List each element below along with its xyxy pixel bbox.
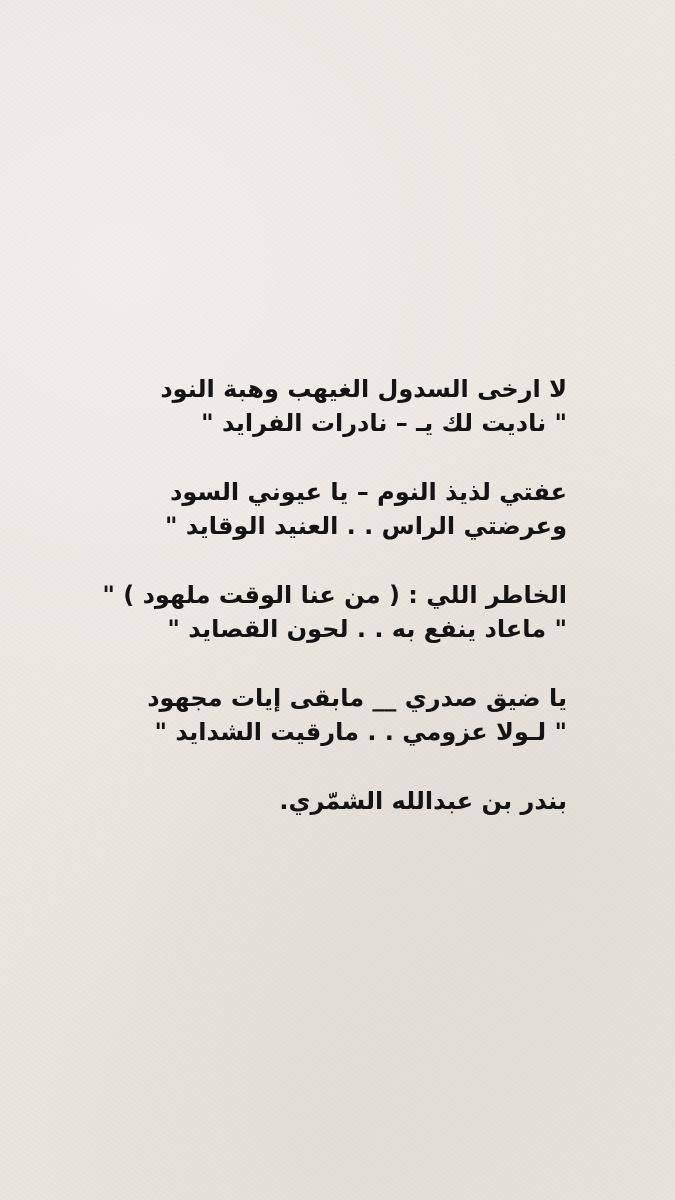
poem-text xyxy=(97,372,567,818)
poem-line: " ماعاد ينفع به . . لحون القصايد " xyxy=(167,615,567,643)
poet-signature: بندر بن عبدالله الشمّري. xyxy=(279,787,567,815)
poem-line: " ناديت لك يـ – نادرات الفرايد " xyxy=(201,409,567,437)
stanza-3 xyxy=(97,578,567,646)
stanza-1 xyxy=(97,372,567,440)
poem-line: لا ارخى السدول الغيهب وهبة النود xyxy=(160,375,567,403)
stanza-4 xyxy=(97,681,567,749)
poem-line: الخاطر اللي : ( من عنا الوقت ملهود ) " xyxy=(102,581,567,609)
poem-line: عفتي لذيذ النوم – يا عيوني السود xyxy=(170,478,567,506)
poem-line: " لـولا عزومي . . مارقيت الشدايد " xyxy=(154,718,567,746)
stanza-2 xyxy=(97,475,567,543)
poem-line: يا ضيق صدري __ مابقى إيات مجهود xyxy=(147,684,567,712)
poem-line: وعرضتي الراس . . العنيد الوقايد " xyxy=(164,512,567,540)
